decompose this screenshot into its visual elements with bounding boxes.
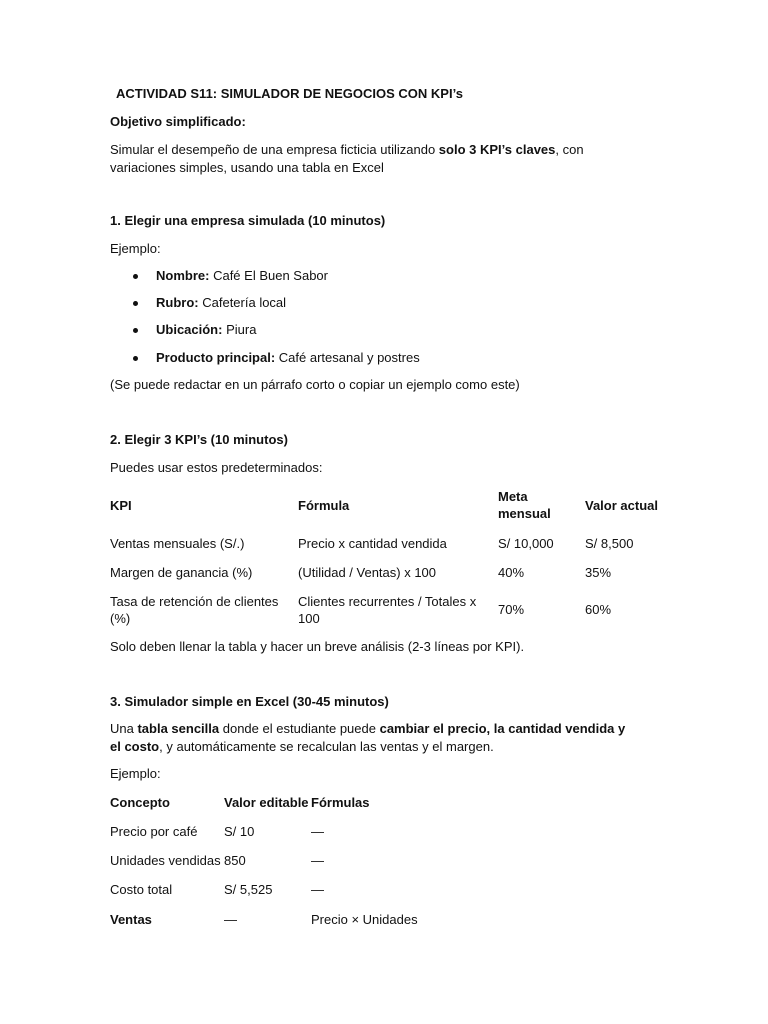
bullet-icon bbox=[133, 328, 138, 333]
section3-heading: 3. Simulador simple en Excel (30-45 minutos) bbox=[110, 694, 389, 709]
table-cell: Precio × Unidades bbox=[311, 912, 418, 927]
section2-heading: 2. Elegir 3 KPI’s (10 minutos) bbox=[110, 432, 288, 447]
section3-paragraph: Una tabla sencilla donde el estudiante puede cambiar el precio, la cantidad vendida y el costo, y automáticamente se recalculan las ventas y el margen. bbox=[110, 721, 626, 754]
document-title: ACTIVIDAD S11: SIMULADOR DE NEGOCIOS CON KPI’s bbox=[116, 86, 463, 101]
bullet-icon bbox=[133, 301, 138, 306]
table-cell: 60% bbox=[585, 602, 612, 617]
list-item: Nombre: Café El Buen Sabor bbox=[156, 268, 328, 283]
sim-header: Fórmulas bbox=[311, 795, 370, 810]
table-cell: S/ 8,500 bbox=[585, 536, 634, 551]
table-cell: — bbox=[311, 882, 324, 897]
table-cell: Margen de ganancia (%) bbox=[110, 565, 253, 580]
table-cell: Costo total bbox=[110, 882, 173, 897]
table-cell: Ventas mensuales (S/.) bbox=[110, 536, 245, 551]
section1-ejemplo: Ejemplo: bbox=[110, 241, 161, 256]
section2-note: Solo deben llenar la tabla y hacer un breve análisis (2-3 líneas por KPI). bbox=[110, 639, 525, 654]
kpi-header: Meta mensual bbox=[498, 489, 551, 521]
table-cell: Ventas bbox=[110, 912, 152, 927]
list-item: Rubro: Cafetería local bbox=[156, 295, 287, 310]
table-cell: S/ 10,000 bbox=[498, 536, 554, 551]
list-item: Producto principal: Café artesanal y postres bbox=[156, 350, 420, 365]
table-cell: Clientes recurrentes / Totales x 100 bbox=[298, 594, 477, 626]
sim-header: Valor editable bbox=[224, 795, 309, 810]
table-cell: (Utilidad / Ventas) x 100 bbox=[298, 565, 437, 580]
table-cell: — bbox=[311, 824, 324, 839]
table-cell: 35% bbox=[585, 565, 612, 580]
bullet-icon bbox=[133, 274, 138, 279]
table-cell: Precio por café bbox=[110, 824, 198, 839]
sim-header: Concepto bbox=[110, 795, 170, 810]
table-cell: — bbox=[311, 853, 324, 868]
table-cell: S/ 10 bbox=[224, 824, 255, 839]
kpi-header: Valor actual bbox=[585, 498, 658, 513]
objetivo-text: Simular el desempeño de una empresa ficticia utilizando bbox=[110, 142, 439, 157]
objetivo-paragraph bbox=[110, 141, 650, 177]
section2-intro: Puedes usar estos predeterminados: bbox=[110, 460, 323, 475]
table-cell: — bbox=[224, 912, 237, 927]
table-cell: 850 bbox=[224, 853, 246, 868]
bullet-icon bbox=[133, 356, 138, 361]
section1-heading: 1. Elegir una empresa simulada (10 minutos) bbox=[110, 213, 386, 228]
table-cell: Unidades vendidas bbox=[110, 853, 221, 868]
section3-ejemplo: Ejemplo: bbox=[110, 766, 161, 781]
list-item: Ubicación: Piura bbox=[156, 322, 257, 337]
kpi-header: KPI bbox=[110, 498, 132, 513]
objetivo-text-end: , con variaciones simples, usando una tabla en Excel bbox=[110, 142, 584, 175]
objetivo-heading: Objetivo simplificado: bbox=[110, 114, 246, 129]
section1-note: (Se puede redactar en un párrafo corto o copiar un ejemplo como este) bbox=[110, 377, 520, 392]
table-cell: 40% bbox=[498, 565, 525, 580]
table-cell: 70% bbox=[498, 602, 525, 617]
table-cell: Precio x cantidad vendida bbox=[298, 536, 447, 551]
objetivo-bold: solo 3 KPI’s claves bbox=[438, 142, 556, 157]
table-cell: Tasa de retención de clientes (%) bbox=[110, 594, 279, 626]
kpi-header: Fórmula bbox=[298, 498, 350, 513]
table-cell: S/ 5,525 bbox=[224, 882, 273, 897]
